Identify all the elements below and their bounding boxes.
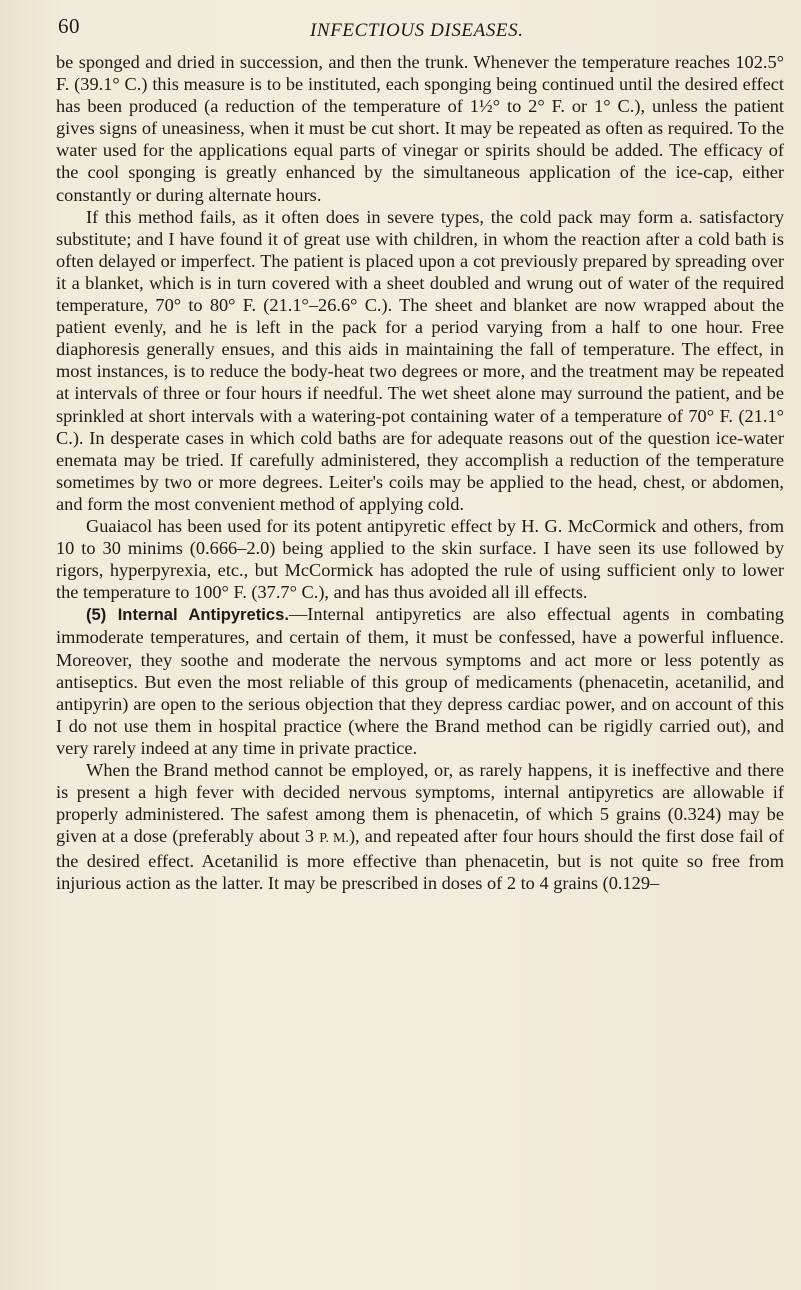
running-head: INFECTIOUS DISEASES. — [310, 20, 524, 41]
paragraph-cold-pack: If this method fails, as it often does in severe types, the cold pack may form a. satisfactory substitute; and I have found it of great use with children, in whom the reaction after a cold bath is often delayed or imperfect. The patient is placed upon a cot previously prepared by spreading over it a blanket, which is in turn covered with a sheet doubled and wrung out of water of the required temperature, 70° to 80° F. (21.1°–26.6° C.). The sheet and blanket are now wrapped about the patient evenly, and he is left in the pack for a period varying from a half to one hour. Free diaphoresis generally ensues, and this aids in maintaining the fall of temperature. The effect, in most instances, is to reduce the body-heat two degrees or more, and the treatment may be repeated at intervals of three or four hours if needful. The wet sheet alone may surround the patient, and be sprinkled at short intervals with a watering-pot containing water of a temperature of 70° F. (21.1° C.). In desperate cases in which cold baths are for adequate reasons out of the question ice-water enemata may be tried. If carefully administered, they accomplish a reduction of the temperature sometimes by two or more degrees. Leiter's coils may be applied to the head, chest, or abdomen, and form the most convenient method of applying cold. — [56, 206, 784, 514]
paragraph-guaiacol: Guaiacol has been used for its potent antipyretic effect by H. G. McCormick and others, from 10 to 30 minims (0.666–2.0) being applied to the skin surface. I have seen its use followed by rigors, hyperpyrexia, etc., but McCormick has adopted the rule of using sufficient only to lower the temperature to 100° F. (37.7° C.), and has thus avoided all ill effects. — [56, 515, 784, 603]
time-abbreviation: P. M. — [319, 831, 349, 847]
page-number: 60 — [58, 14, 80, 38]
body-text — [56, 51, 784, 895]
paragraph-text-start: When the Brand method cannot be employed, or, as rarely happens, it is ineffective and there is present a high fever with decided nervous symptoms, internal antipyretics are allowable if properly administered. The safest among them is phenacetin, of which 5 grains (0.324) may be given at a dose (preferably about 3 — [56, 760, 784, 847]
page-header — [0, 14, 801, 46]
paragraph-text-end: ), and repeated after four hours should the first dose fail of the desired effect. Acetanilid is more effective than phenacetin, but is not quite so free from injurious action as the latter. It may be prescribed in doses of 2 to 4 grains (0.129– — [56, 826, 784, 894]
paragraph-internal-antipyretics — [56, 603, 784, 759]
paragraph-text: —Internal antipyretics are also effectual agents in combating immoderate temperatures, and certain of them, it must be confessed, have a powerful influence. Moreover, they soothe and moderate the nervous symptoms and act more or less potently as antiseptics. But even the most reliable of this group of medicaments (phenacetin, acetanilid, and antipyrin) are open to the serious objection that they depress cardiac power, and on account of this I do not use them in hospital practice (where the Brand method can be rigidly carried out), and very rarely indeed at any time in private practice. — [56, 604, 784, 758]
paragraph-sponging: be sponged and dried in succession, and then the trunk. Whenever the temperature reaches 102.5° F. (39.1° C.) this measure is to be instituted, each sponging being continued until the desired effect has been produced (a reduction of the temperature of 1½° to 2° F. or 1° C.), unless the patient gives signs of uneasiness, when it must be cut short. It may be repeated as often as required. To the water used for the applications equal parts of vinegar or spirits should be added. The efficacy of the cool sponging is greatly enhanced by the simultaneous application of the ice-cap, either constantly or during alternate hours. — [56, 52, 784, 205]
paragraph-brand-method — [56, 759, 784, 895]
section-heading: (5) Internal Antipyretics. — [86, 605, 289, 625]
